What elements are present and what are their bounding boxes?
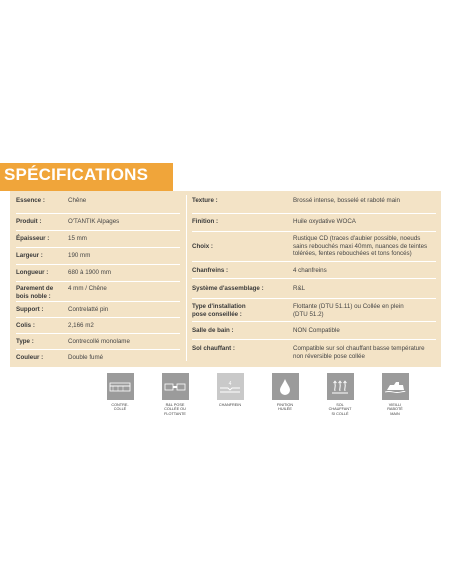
icon-caption: R&L POSE COLLÉE OU FLOTTANTE <box>164 403 186 416</box>
spec-value: Double fumé <box>68 354 104 361</box>
spec-label: Chanfreins : <box>192 267 229 274</box>
spec-label: Produit : <box>16 218 42 225</box>
chanfrein-icon <box>217 373 244 400</box>
spec-label: Choix : <box>192 243 213 250</box>
spec-row-produit <box>16 213 180 230</box>
spec-value: Flottante (DTU 51.11) ou Collée en plein (DTU 51.2) <box>293 303 404 318</box>
spec-row-couleur <box>16 349 180 365</box>
spec-value: 2,166 m2 <box>68 322 94 329</box>
contrecolle-icon <box>107 373 134 400</box>
pose-icon <box>162 373 189 400</box>
spec-row-epaisseur <box>16 230 180 247</box>
feature-vieilli-rabote <box>372 373 418 416</box>
spec-label: Sol chauffant : <box>192 345 235 352</box>
spec-value: Huile oxydative WOCA <box>293 218 356 225</box>
finition-huilee-icon <box>272 373 299 400</box>
icon-caption: CHANFREIN <box>218 403 242 407</box>
spec-label: Système d'assemblage : <box>192 285 264 292</box>
spec-table <box>10 191 441 367</box>
spec-value: Rustique CD (traces d'aubier possible, noeuds sains rebouchés maxi 40mm, nuances de teintes tolérées, fentes rebouchées et tons foncés) <box>293 235 428 257</box>
spec-row-assemblage <box>192 278 436 298</box>
spec-value: 190 mm <box>68 252 91 259</box>
spec-value: 4 mm / Chêne <box>68 285 107 292</box>
spec-row-texture <box>192 197 436 213</box>
spec-value: Brossé intense, bosselé et raboté main <box>293 197 400 204</box>
chanfrein-count: 4 <box>228 380 232 387</box>
spec-row-installation <box>192 298 436 321</box>
spec-row-parement <box>16 281 180 301</box>
spec-value: 680 à 1900 mm <box>68 269 111 276</box>
spec-value: R&L <box>293 285 306 292</box>
spec-label: Salle de bain : <box>192 327 234 334</box>
sol-chauffant-icon <box>327 373 354 400</box>
spec-value: NON Compatible <box>293 327 340 334</box>
spec-row-essence <box>16 197 180 213</box>
spec-label: Type : <box>16 338 34 345</box>
feature-sol-chauffant <box>317 373 363 416</box>
spec-row-choix <box>192 231 436 261</box>
spec-row-colis <box>16 317 180 333</box>
spec-label: Colis : <box>16 322 35 329</box>
spec-value: 15 mm <box>68 235 87 242</box>
spec-value: Chêne <box>68 197 87 204</box>
column-divider <box>186 195 187 361</box>
spec-label: Épaisseur : <box>16 235 50 242</box>
icon-caption: SOL CHAUFFANT SI COLLÉ <box>328 403 352 416</box>
spec-value: 4 chanfreins <box>293 267 327 274</box>
spec-label: Texture : <box>192 197 218 204</box>
spec-row-type <box>16 333 180 349</box>
spec-label: Largeur : <box>16 252 43 259</box>
spec-label: Parement de bois noble : <box>16 285 54 300</box>
section-banner <box>0 163 173 191</box>
icon-caption: CONTRE- COLLÉ <box>111 403 129 412</box>
icon-caption: VIEILLI RABOTÉ MAIN <box>387 403 403 416</box>
spec-label: Couleur : <box>16 354 44 361</box>
spec-value: Contrecollé monolame <box>68 338 130 345</box>
spec-label: Support : <box>16 306 44 313</box>
vieilli-rabote-icon <box>382 373 409 400</box>
spec-row-salle-de-bain <box>192 321 436 339</box>
feature-chanfrein <box>207 373 253 407</box>
spec-label: Finition : <box>192 218 219 225</box>
icon-caption: FINITION HUILÉE <box>276 403 294 412</box>
spec-value: Contrelatté pin <box>68 306 109 313</box>
spec-label: Longueur : <box>16 269 49 276</box>
feature-contrecolle <box>97 373 143 412</box>
spec-label: Essence : <box>16 197 45 204</box>
feature-icons <box>0 373 452 433</box>
feature-finition <box>262 373 308 412</box>
spec-row-largeur <box>16 247 180 264</box>
spec-value: Compatible sur sol chauffant basse température non réversible pose collée <box>293 345 425 360</box>
spec-label: Type d'installation pose conseillée : <box>192 303 246 318</box>
spec-row-chanfreins <box>192 261 436 278</box>
page-title: SPÉCIFICATIONS <box>4 165 149 184</box>
feature-pose <box>152 373 198 416</box>
spec-value: O'TANTIK Alpages <box>68 218 120 225</box>
spec-row-finition <box>192 213 436 231</box>
spec-row-sol-chauffant <box>192 339 436 363</box>
spec-row-longueur <box>16 264 180 281</box>
spec-row-support <box>16 301 180 317</box>
